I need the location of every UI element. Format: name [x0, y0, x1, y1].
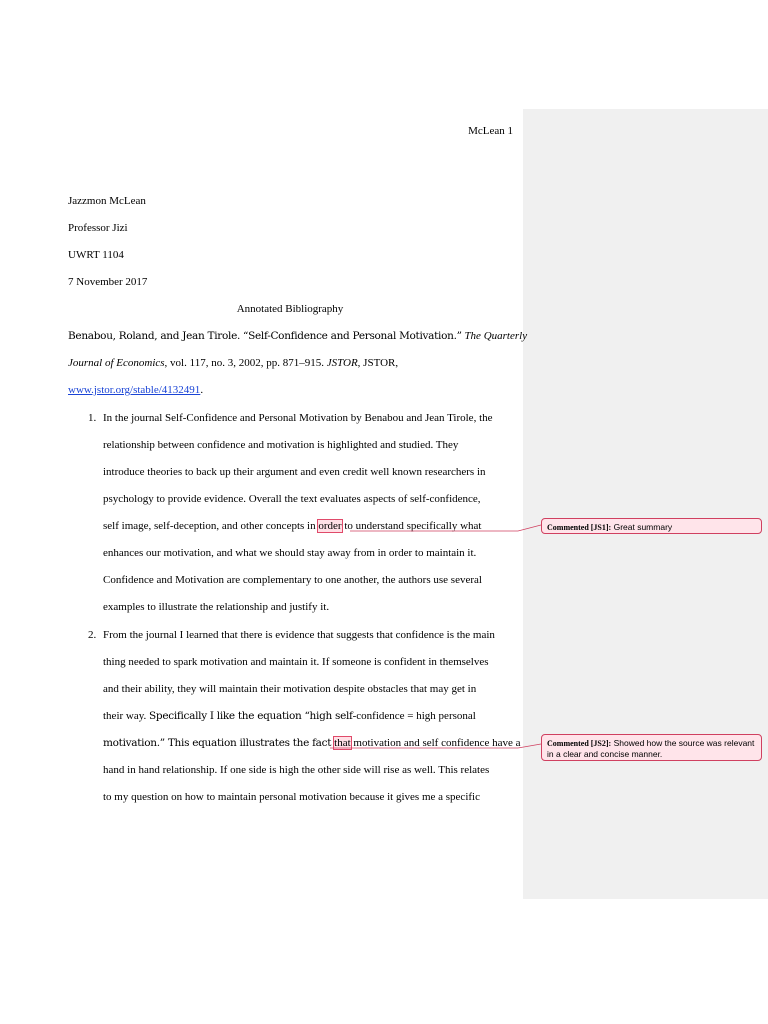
item-1-line: Confidence and Motivation are complementary to one another, the authors use several	[103, 574, 482, 586]
item-1-line-5-post: to understand specifically what	[341, 520, 482, 532]
item-1-line: psychology to provide evidence. Overall the text evaluates aspects of self-confidence,	[103, 493, 481, 505]
item-2-line: to my question on how to maintain personal motivation because it gives me a specific	[103, 791, 480, 803]
item-2-line	[103, 736, 521, 750]
citation-line-1	[68, 329, 527, 343]
professor-name: Professor Jizi	[68, 222, 128, 234]
comment-js1-text: Great summary	[611, 522, 673, 532]
item-2-line-4-post: -confidence = high personal	[352, 710, 476, 722]
item-2-line	[103, 709, 476, 723]
comment-js1-label: Commented [JS1]:	[547, 523, 612, 532]
citation-url-link[interactable]: www.jstor.org/stable/4132491	[68, 384, 201, 396]
item-1-line	[103, 519, 481, 533]
comment-js1[interactable]	[541, 518, 762, 534]
item-2-line-4-alt: Specifically I like the equation “high self	[149, 710, 353, 722]
item-1-line: enhances our motivation, and what we should stay away from in order to maintain it.	[103, 547, 477, 559]
citation-database: JSTOR	[326, 357, 358, 369]
item-1-line: introduce theories to back up their argument and even credit well known researchers in	[103, 466, 486, 478]
citation-details: , vol. 117, no. 3, 2002, pp. 871–915.	[164, 357, 327, 369]
item-2-line: From the journal I learned that there is evidence that suggests that confidence is the main	[103, 629, 495, 641]
citation-url-end: .	[200, 384, 204, 396]
citation-authors-title: Benabou, Roland, and Jean Tirole. “Self-Confidence and Personal Motivation.”	[68, 330, 462, 342]
citation-publisher: , JSTOR,	[357, 357, 399, 369]
item-1-line: In the journal Self-Confidence and Personal Motivation by Benabou and Jean Tirole, the	[103, 412, 493, 424]
page-title: Annotated Bibliography	[236, 303, 344, 315]
course-code: UWRT 1104	[68, 249, 124, 261]
item-1-line: relationship between confidence and motivation is highlighted and studied. They	[103, 439, 459, 451]
item-2-line-5-post: motivation and self confidence have a	[350, 737, 521, 749]
comment-js2-label: Commented [JS2]:	[547, 739, 612, 748]
running-head: McLean 1	[468, 125, 513, 137]
item-1-number: 1.	[88, 412, 97, 424]
citation-line-2	[68, 356, 398, 370]
item-2-line-5-alt: motivation.” This equation illustrates the fact	[103, 737, 335, 749]
comment-pane	[523, 109, 768, 899]
item-2-number: 2.	[88, 629, 97, 641]
comment-js2[interactable]	[541, 734, 762, 761]
item-2-line: thing needed to spark motivation and maintain it. If someone is confident in themselves	[103, 656, 489, 668]
citation-line-3	[68, 383, 203, 397]
date: 7 November 2017	[68, 276, 148, 288]
citation-journal-2: Journal of Economics	[68, 357, 165, 369]
comment-anchor-js2[interactable]: that	[334, 737, 351, 749]
citation-journal-1: The Quarterly	[461, 330, 528, 342]
comment-anchor-js1[interactable]: order	[318, 520, 342, 532]
item-2-line: and their ability, they will maintain their motivation despite obstacles that may get in	[103, 683, 477, 695]
item-2-line: hand in hand relationship. If one side is high the other side will rise as well. This relates	[103, 764, 490, 776]
student-name: Jazzmon McLean	[68, 195, 146, 207]
item-1-line-5-pre: self image, self-deception, and other concepts in	[103, 520, 319, 532]
item-1-line: examples to illustrate the relationship and justify it.	[103, 601, 330, 613]
comment-js2-text: Showed how the source was relevant in a clear and concise manner.	[547, 738, 755, 759]
item-2-line-4-pre: their way.	[103, 710, 150, 722]
